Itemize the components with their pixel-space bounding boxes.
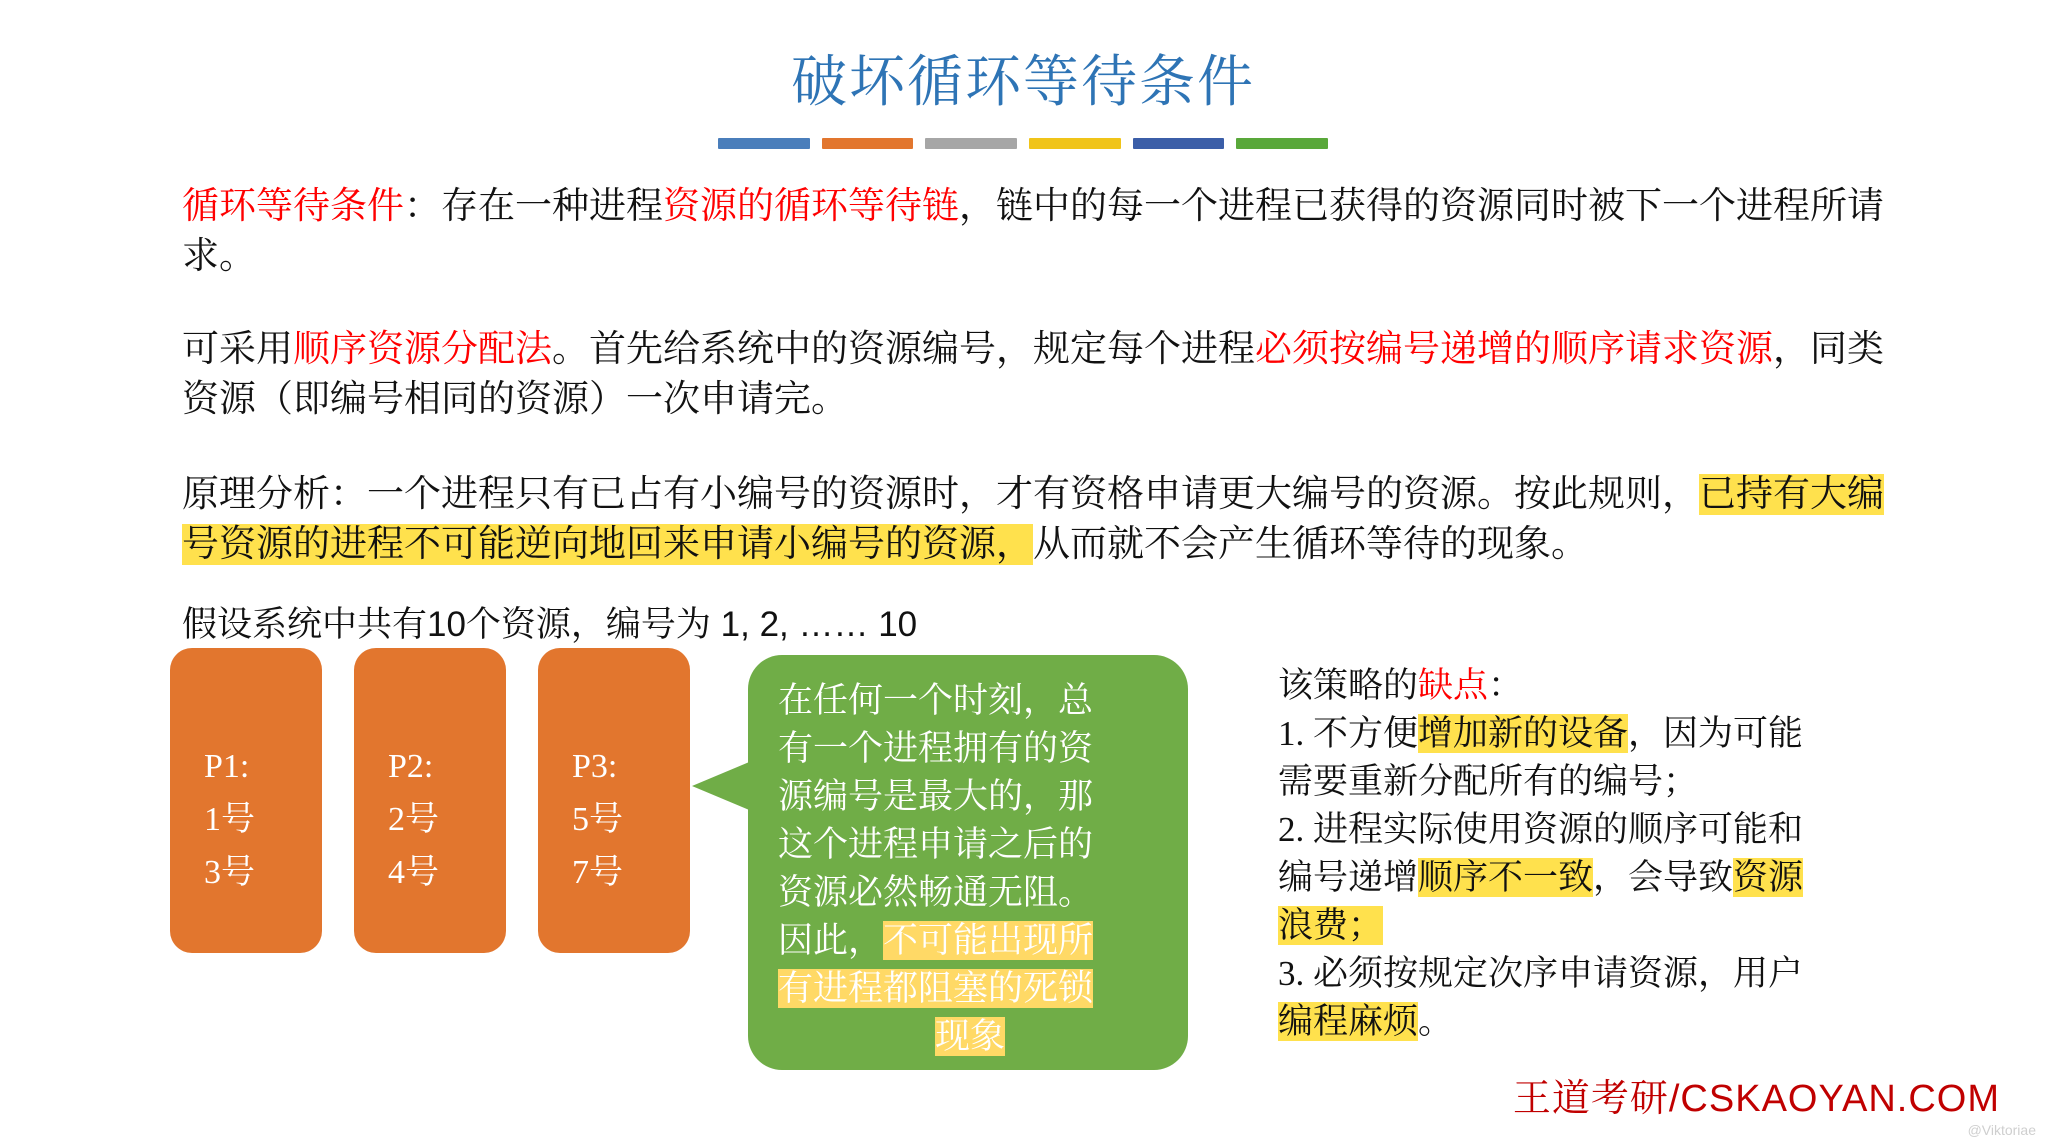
drawback-3-highlight: 编程麻烦 (1278, 1002, 1419, 1041)
p2-rule-red: 必须按编号递增的顺序请求资源 (1255, 329, 1773, 370)
drawback-2-line-2 (1278, 854, 1918, 902)
callout-line-8: 现象 (934, 1017, 1005, 1056)
callout-line-3: 源编号是最大的，那 (778, 777, 1094, 816)
drawback-1-a: 1. 不方便 (1278, 714, 1419, 753)
p1-highlight-chain: 资源的循环等待链 (663, 186, 959, 227)
drawback-2-b: 编号递增 (1278, 858, 1419, 897)
p3-highlighted: 已持有大编号资源的进程不可能逆向地回来申请小编号的资源， (182, 474, 1884, 565)
process-box-p1-res2: 3号 (204, 854, 255, 891)
p2-text-a: 可采用 (182, 329, 293, 370)
process-box-p3-res2: 7号 (572, 854, 623, 891)
drawback-1-c: ，因为可能 (1628, 714, 1804, 753)
paragraph-assumption: 假设系统中共有10个资源，编号为 1, 2, …… 10 (182, 605, 918, 644)
callout-line-6-highlight: 不可能出现所 (883, 921, 1094, 960)
drawbacks-heading-term: 缺点 (1418, 666, 1489, 705)
callout-line-1: 在任何一个时刻，总 (778, 681, 1094, 720)
paragraph-principle (182, 470, 1917, 570)
paragraph-circular-wait (182, 182, 1897, 282)
p1-term: 循环等待条件 (182, 186, 404, 227)
footer-brand: 王道考研/CSKAOYAN.COM (1512, 1078, 2000, 1120)
callout-line-5: 资源必然畅通无阻。 (778, 873, 1094, 912)
callout-line-6-a: 因此， (778, 921, 884, 960)
drawback-2-highlight-3: 浪费； (1278, 906, 1384, 945)
drawback-1-highlight: 增加新的设备 (1418, 714, 1629, 753)
page-title: 破坏循环等待条件 (791, 52, 1255, 114)
rule-segment-1 (718, 138, 810, 149)
p1-text-b: ：存在一种进程 (404, 186, 663, 227)
rule-segment-2 (822, 138, 914, 149)
paragraph-ordered-allocation (182, 325, 1912, 425)
p2-text-c: 。首先给系统中的资源编号，规定每个进程 (552, 329, 1255, 370)
p1-text-d: ，链中的每一个进程已获得的资源同时被下一个进程所请求。 (182, 186, 1884, 277)
rule-segment-3 (925, 138, 1017, 149)
drawbacks-heading-c: ： (1488, 666, 1524, 705)
rule-segment-6 (1236, 138, 1328, 149)
callout-line-2: 有一个进程拥有的资 (778, 729, 1094, 768)
drawback-3-line-1: 3. 必须按规定次序申请资源，用户 (1278, 954, 1804, 993)
process-box-p3 (538, 648, 690, 953)
p3-text-c: 从而就不会产生循环等待的现象。 (1033, 524, 1588, 565)
drawback-2-highlight-1: 顺序不一致 (1418, 858, 1594, 897)
process-box-p1 (170, 648, 322, 953)
drawback-2-line-1 (1278, 806, 1918, 854)
drawback-2-a: 2. 进程实际使用资源的顺序可能和 (1278, 810, 1804, 849)
drawbacks-heading-a: 该策略的 (1278, 666, 1419, 705)
process-box-p2-name: P2: (388, 748, 434, 785)
process-box-p3-name: P3: (572, 748, 618, 785)
drawback-1-line-1 (1278, 710, 1918, 758)
p2-term-method: 顺序资源分配法 (293, 329, 552, 370)
drawback-2-highlight-2: 资源 (1733, 858, 1804, 897)
callout-explanation (748, 655, 1188, 1070)
process-box-p1-res1: 1号 (204, 801, 255, 838)
drawback-2-d: ，会导致 (1593, 858, 1734, 897)
process-box-p2-res1: 2号 (388, 801, 439, 838)
drawbacks-block (1278, 662, 1918, 1046)
p3-text-a: 原理分析：一个进程只有已占有小编号的资源时，才有资格申请更大编号的资源。按此规则， (182, 474, 1699, 515)
callout-line-6 (778, 917, 1162, 965)
callout-line-4: 这个进程申请之后的 (778, 825, 1094, 864)
process-box-p2 (354, 648, 506, 953)
process-box-p2-res2: 4号 (388, 854, 439, 891)
p2-text-e: ，同类资源（即编号相同的资源）一次申请完。 (182, 329, 1884, 420)
process-box-p3-res1: 5号 (572, 801, 623, 838)
title-rule-bar (718, 138, 1328, 149)
process-box-p1-name: P1: (204, 748, 250, 785)
rule-segment-4 (1029, 138, 1121, 149)
drawback-3-line-2 (1278, 998, 1918, 1046)
drawback-1-line-2: 需要重新分配所有的编号； (1278, 762, 1699, 801)
rule-segment-5 (1133, 138, 1225, 149)
callout-tail (692, 760, 754, 812)
drawback-2-line-3 (1278, 902, 1918, 950)
drawback-3-c: 。 (1418, 1002, 1454, 1041)
drawbacks-heading (1278, 662, 1918, 710)
callout-line-7: 有进程都阻塞的死锁 (778, 969, 1094, 1008)
watermark-text: @Viktoriae (1967, 1122, 2036, 1138)
